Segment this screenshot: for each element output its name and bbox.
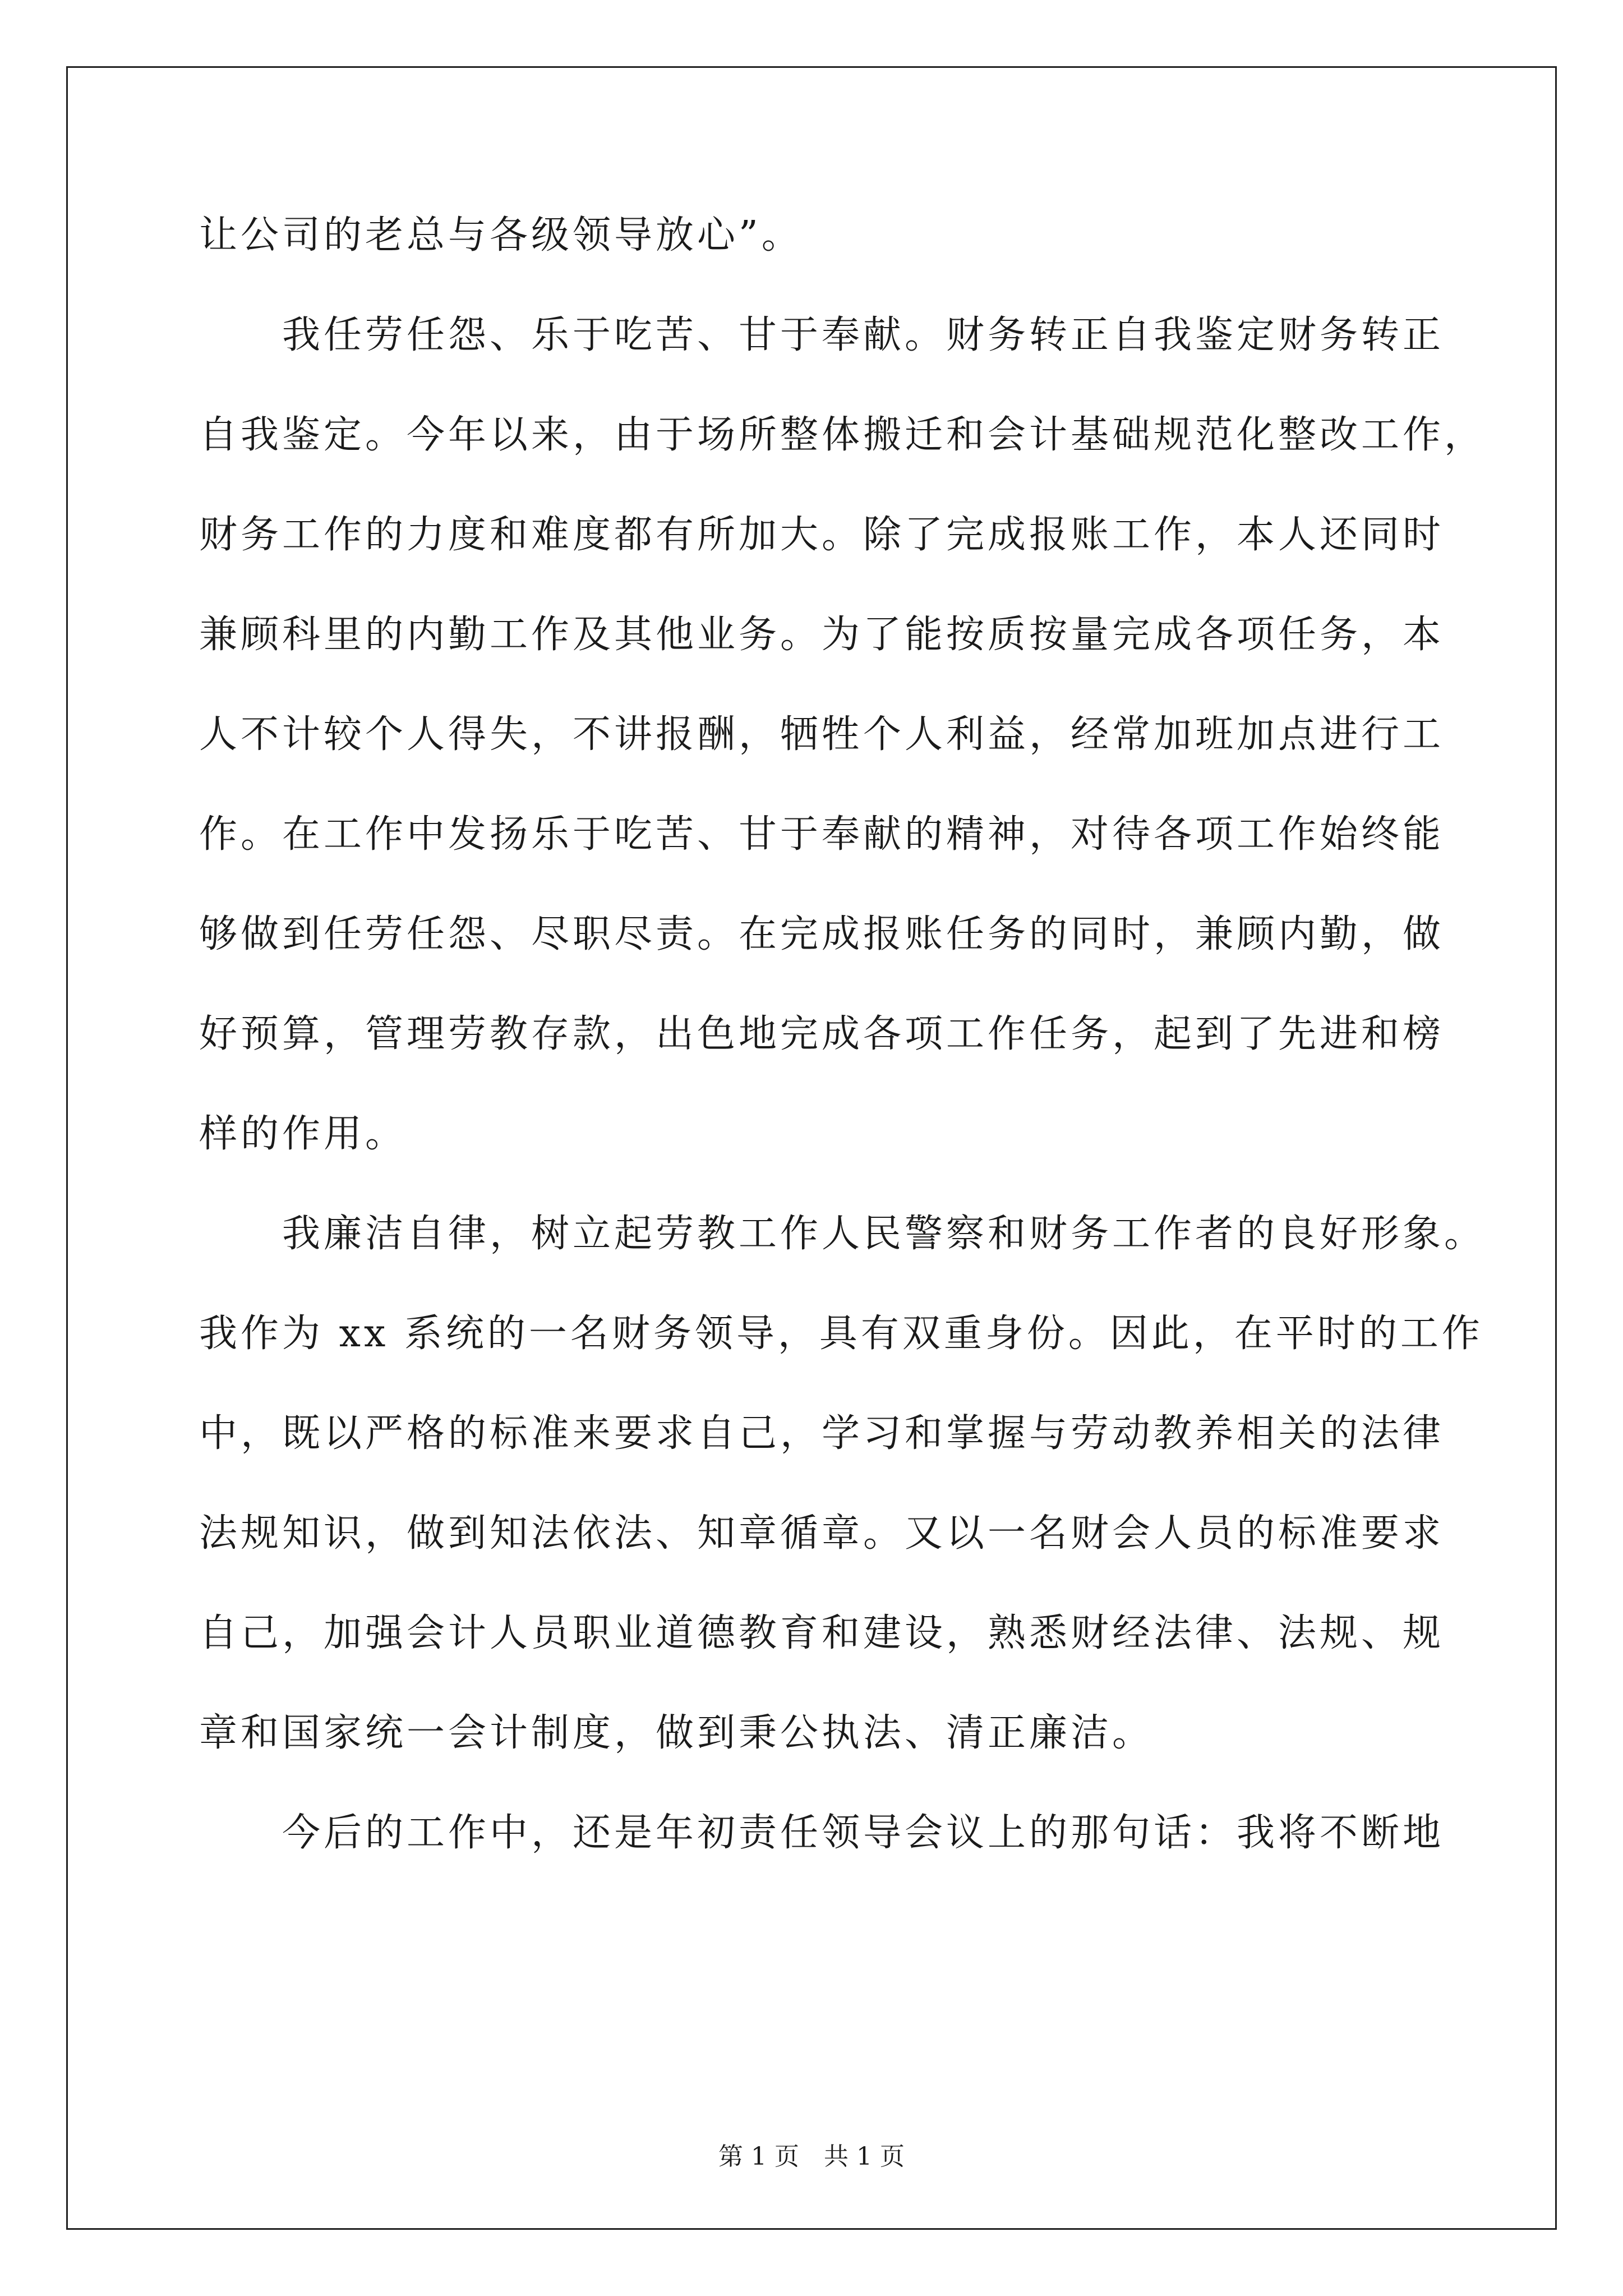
- text-line: 章和国家统一会计制度，做到秉公执法、清正廉洁。: [199, 1711, 1154, 1755]
- text-line: 财务工作的力度和难度都有所加大。除了完成报账工作，本人还同时: [199, 513, 1445, 557]
- text-line: 样的作用。: [199, 1112, 407, 1156]
- text-line: 让公司的老总与各级领导放心”。: [199, 213, 803, 257]
- text-line: 我任劳任怨、乐于吃苦、甘于奉献。财务转正自我鉴定财务转正: [282, 313, 1445, 357]
- text-line: 我作为 xx 系统的一名财务领导，具有双重身份。因此，在平时的工作: [199, 1312, 1483, 1356]
- text-line: 好预算，管理劳教存款，出色地完成各项工作任务，起到了先进和榜: [199, 1012, 1445, 1056]
- text-line: 法规知识，做到知法依法、知章循章。又以一名财会人员的标准要求: [199, 1511, 1445, 1556]
- text-line: 够做到任劳任怨、尽职尽责。在完成报账任务的同时，兼顾内勤，做: [199, 912, 1445, 956]
- text-line: 我廉洁自律，树立起劳教工作人民警察和财务工作者的良好形象。: [282, 1212, 1486, 1256]
- text-line: 自我鉴定。今年以来，由于场所整体搬迁和会计基础规范化整改工作，: [199, 413, 1486, 457]
- text-line: 今后的工作中，还是年初责任领导会议上的那句话：我将不断地: [282, 1811, 1445, 1855]
- text-line: 中，既以严格的标准来要求自己，学习和掌握与劳动教养相关的法律: [199, 1411, 1445, 1456]
- text-line: 自己，加强会计人员职业道德教育和建设，熟悉财经法律、法规、规: [199, 1611, 1445, 1655]
- page-number-footer: 第 1 页 共 1 页: [718, 2142, 905, 2171]
- text-line: 人不计较个人得失，不讲报酬，牺牲个人利益，经常加班加点进行工: [199, 712, 1445, 757]
- text-line: 兼顾科里的内勤工作及其他业务。为了能按质按量完成各项任务，本: [199, 613, 1445, 657]
- text-line: 作。在工作中发扬乐于吃苦、甘于奉献的精神，对待各项工作始终能: [199, 812, 1445, 857]
